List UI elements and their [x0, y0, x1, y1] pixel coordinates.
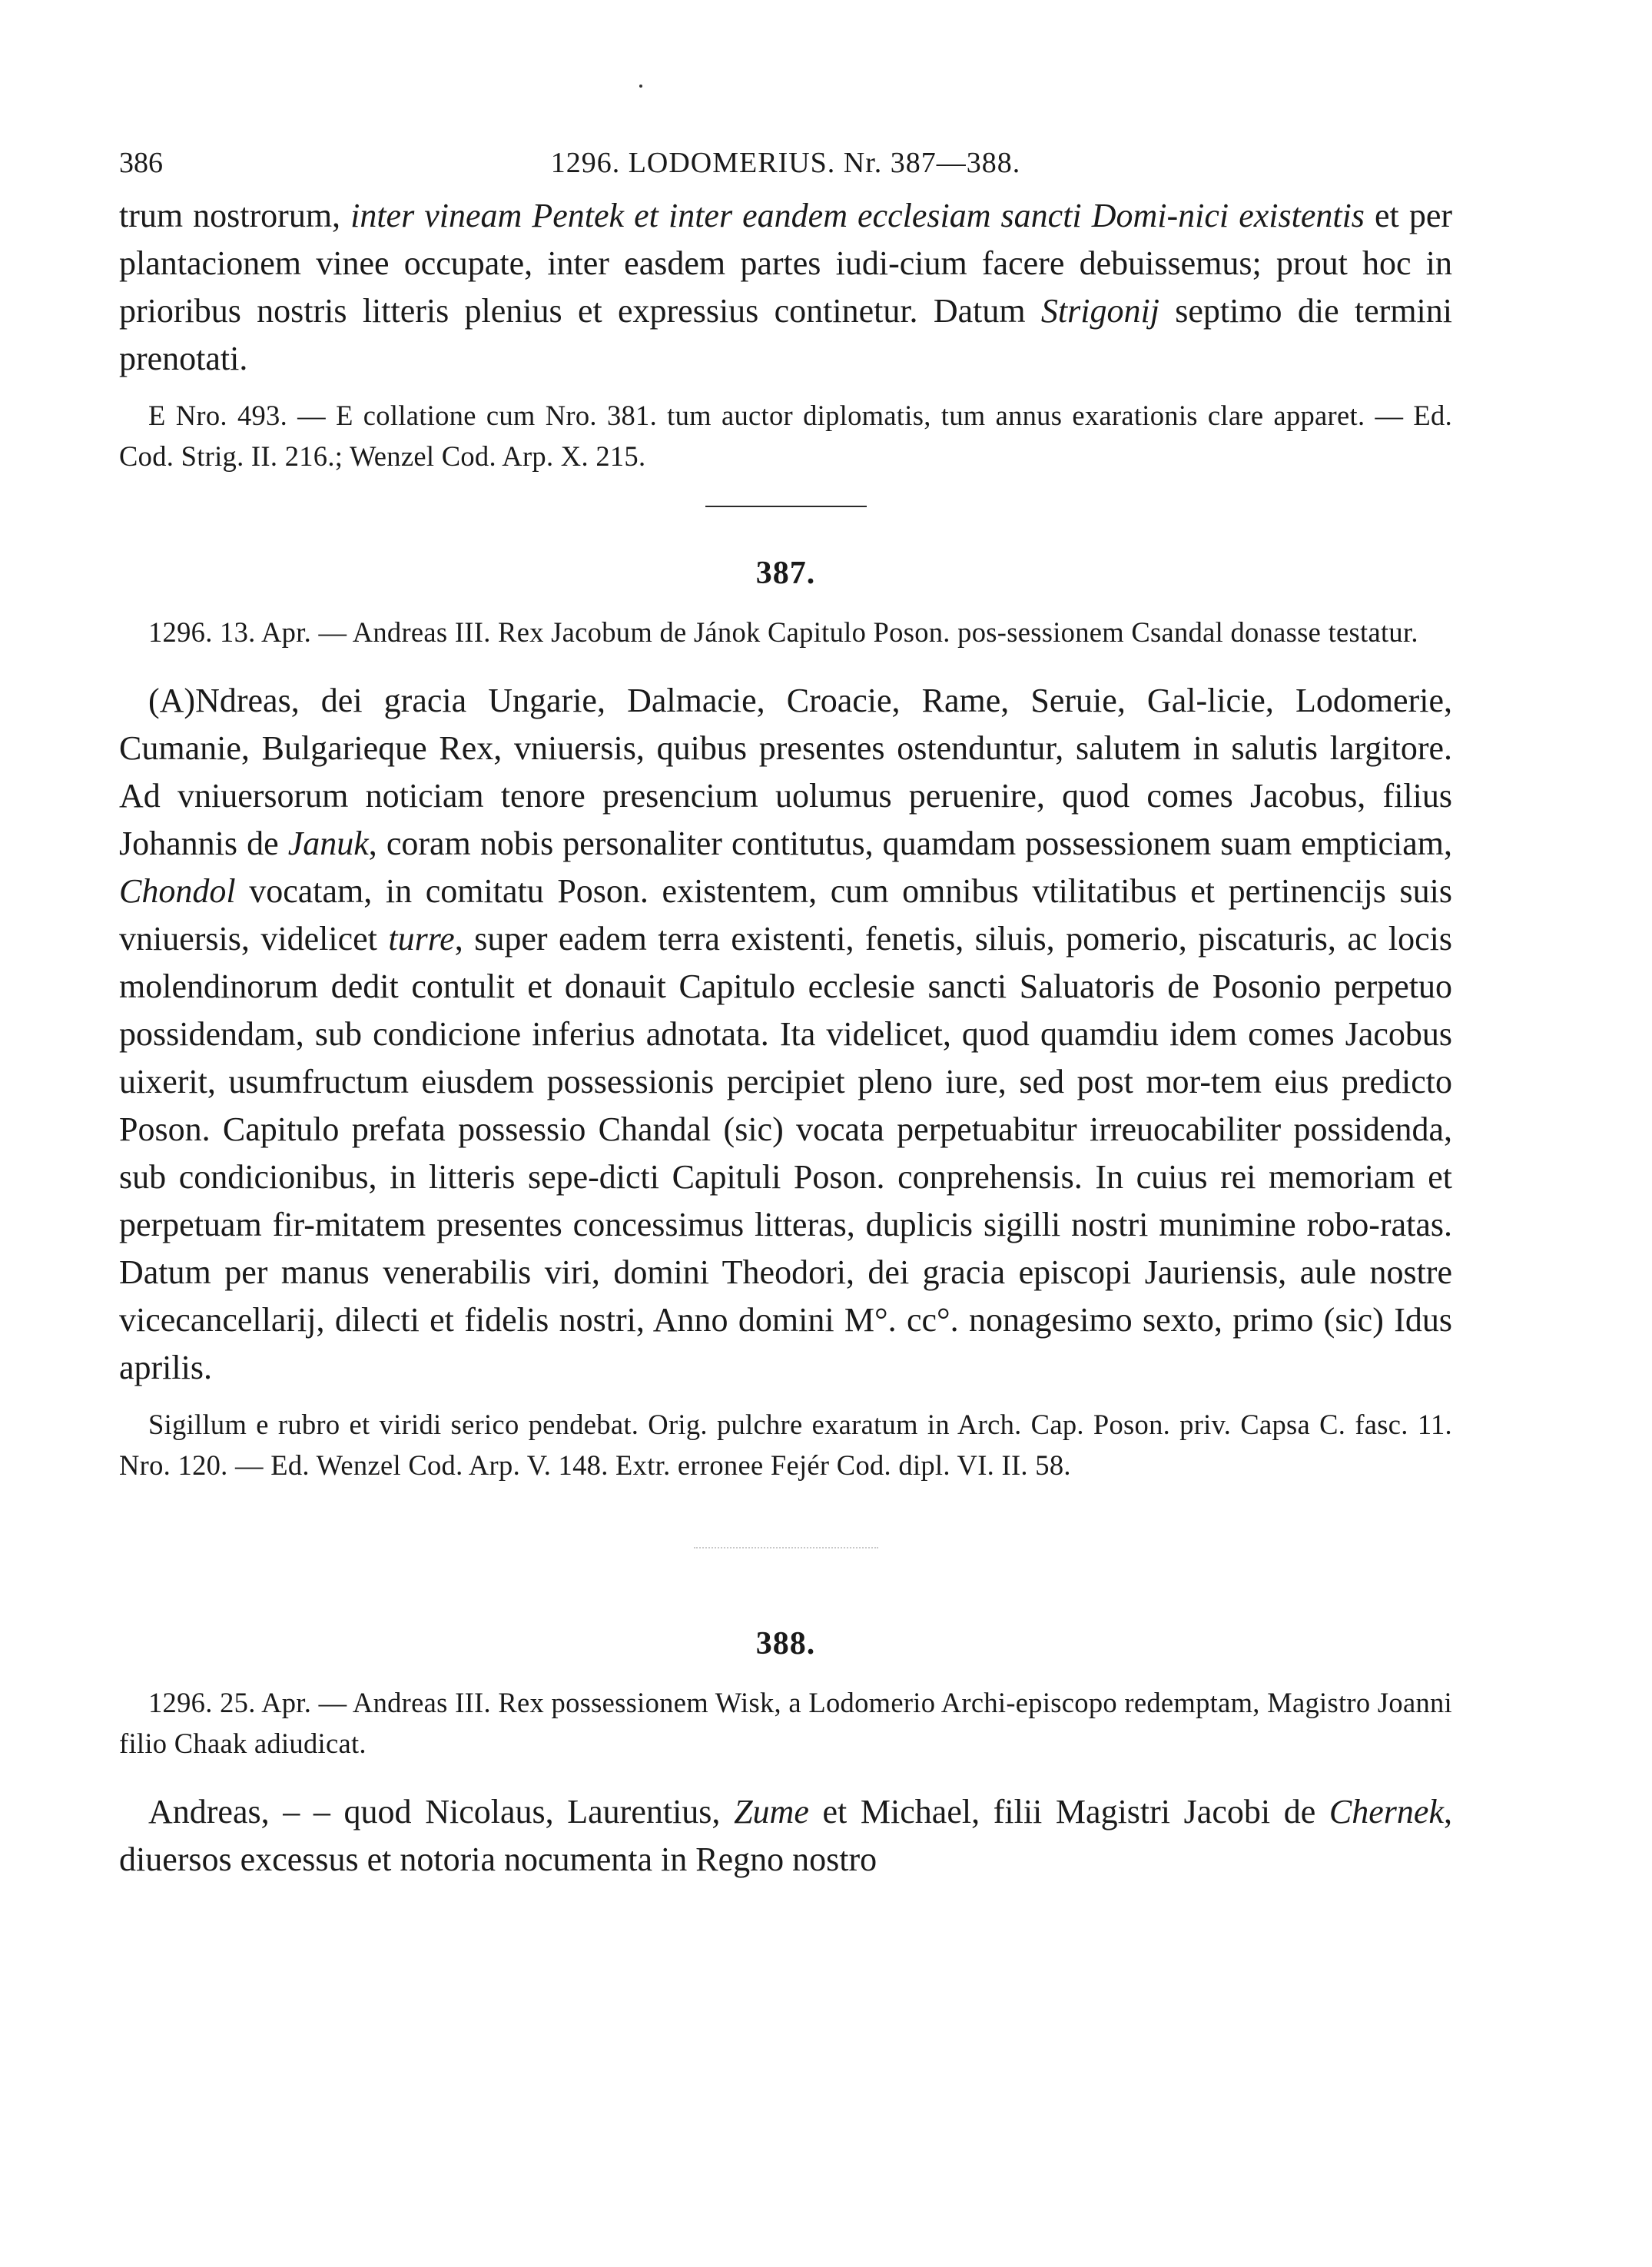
page-number: 386 — [119, 147, 163, 179]
text-span: , diuersos excessus et notoria nocumenta in Regno nostro — [119, 1793, 1452, 1878]
text-span: vocatam, in comitatu Poson. existentem, cum omnibus vtilitatibus et pertinencijs suis vniuersis, videlicet — [119, 872, 1452, 958]
continuation-text — [119, 192, 1452, 383]
entry-number-388: 388. — [755, 1626, 816, 1661]
place-name: Januk — [287, 825, 369, 862]
place-name: Strigonij — [1040, 292, 1159, 330]
continuation-note: E Nro. 493. — E collatione cum Nro. 381. tum auctor diplomatis, tum annus exarationis clare apparet. — Ed. Cod. Strig. II. 216.; Wenzel Cod. Arp. X. 215. — [119, 400, 1452, 472]
italic-span: inter vineam Pentek et inter eandem ecclesiam sancti Domi-nici existentis — [350, 197, 1365, 234]
entry-number-387: 387. — [755, 556, 816, 591]
entry-387-charter-text — [119, 677, 1452, 1392]
entry-388-charter-text — [119, 1788, 1452, 1884]
speck-mark — [639, 85, 642, 88]
text-span: trum nostrorum, — [119, 197, 351, 234]
text-span: , super eadem terra existenti, fenetis, siluis, pomerio, piscaturis, ac locis molendinorum dedit contulit et donauit Capitulo ecclesie sancti Saluatoris de Posonio perpetuo possidendam, sub condicione inferius adnotata. Ita videlicet, quod quamdiu idem comes Jacobus uixerit, usumfructum eiusdem possessionis percipiet pleno iure, sed post mor-tem eius predicto Poson. Capitulo prefata possessio Chandal (sic) vocata perpetuabitur irreuocabiliter possidenda, sub condicionibus, in litteris sepe-dicti Capituli Poson. conprehensis. In cuius rei memoriam et perpetuam fir-mitatem presentes concessimus litteras, duplicis sigilli nostri munimine robo-ratas. Datum per manus venerabilis viri, domini Theodori, dei gracia episcopi Jauriensis, aule nostre vicecancellarij, dilecti et fidelis nostri, Anno domini M°. cc°. nonagesimo sexto, primo (sic) Idus aprilis. — [119, 920, 1452, 1386]
section-divider-faint — [694, 1547, 878, 1548]
entry-388-regest: 1296. 25. Apr. — Andreas III. Rex possessionem Wisk, a Lodomerio Archi-episcopo redemptam, Magistro Joanni filio Chaak adiudicat. — [119, 1687, 1452, 1759]
place-name: Chernek — [1329, 1793, 1444, 1831]
text-span: et per plantacionem vinee occupate, inter easdem partes iudi-cium facere debuissemus; prout hoc in prioribus nostris litteris plenius et expressius continetur. Datum — [119, 197, 1453, 330]
entry-387-note: Sigillum e rubro et viridi serico pendebat. Orig. pulchre exaratum in Arch. Cap. Poson. priv. Capsa C. fasc. 11. Nro. 120. — Ed. Wenzel Cod. Arp. V. 148. Extr. erronee Fejér Cod. dipl. VI. II. 58. — [119, 1409, 1452, 1481]
text-span: et Michael, filii Magistri Jacobi de — [808, 1793, 1329, 1831]
page-header — [119, 146, 1452, 192]
text-span: , coram nobis personaliter contitutus, quamdam possessionem suam empticiam, — [368, 825, 1452, 862]
place-name: Chondol — [119, 872, 236, 910]
entry-387-regest: 1296. 13. Apr. — Andreas III. Rex Jacobum de Jánok Capitulo Poson. pos-sessionem Csandal donasse testatur. — [148, 616, 1418, 648]
text-span: septimo die termini prenotati. — [119, 292, 1452, 377]
section-divider — [705, 506, 867, 507]
person-name: Zume — [734, 1793, 809, 1831]
text-span: Andreas, – – quod Nicolaus, Laurentius, — [148, 1793, 735, 1831]
italic-word: turre — [388, 920, 455, 958]
running-head: 1296. LODOMERIUS. Nr. 387—388. — [550, 147, 1021, 179]
text-span: (A)Ndreas, dei gracia Ungarie, Dalmacie, Croacie, Rame, Seruie, Gal-licie, Lodomerie, Cumanie, Bulgarieque Rex, vniuersis, quibus presentes ostenduntur, salutem in salutis largitore. Ad vniuersorum noticiam tenore presencium uolumus peruenire, quod comes Jacobus, filius Johannis de — [119, 682, 1452, 862]
page — [119, 146, 1452, 1884]
